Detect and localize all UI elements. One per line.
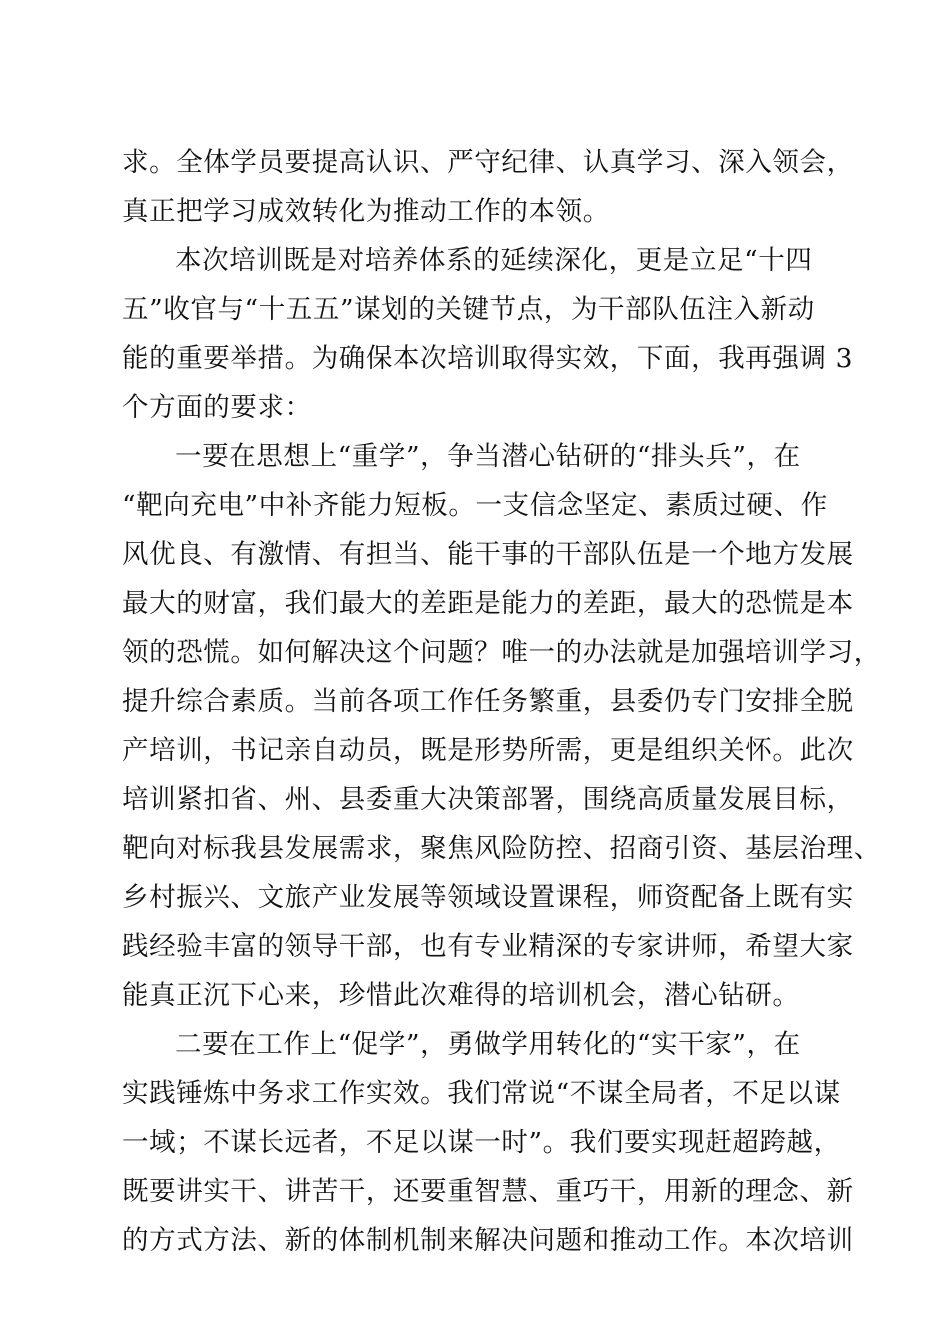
text-line: 培训紧扣省、州、县委重大决策部署，围绕高质量发展目标，	[122, 784, 854, 815]
text-line: 乡村振兴、文旅产业发展等领域设置课程，师资配备上既有实	[122, 882, 854, 913]
text-line: 个方面的要求：	[122, 392, 312, 423]
text-line: 产培训，书记亲自动员，既是形势所需，更是组织关怀。此次	[122, 735, 854, 766]
text-line: 最大的财富，我们最大的差距是能力的差距，最大的恐慌是本	[122, 588, 854, 619]
paragraph-start-line: 本次培训既是对培养体系的延续深化，更是立足“十四	[175, 245, 813, 276]
text-line: 的方式方法、新的体制机制来解决问题和推动工作。本次培训	[122, 1225, 854, 1256]
text-line: 领的恐慌。如何解决这个问题？唯一的办法就是加强培训学习，	[122, 637, 881, 668]
text-line: 五”收官与“十五五”谋划的关键节点，为干部队伍注入新动	[122, 294, 815, 325]
text-line: 能的重要举措。为确保本次培训取得实效，下面，我再强调 3	[122, 343, 854, 374]
text-line: 真正把学习成效转化为推动工作的本领。	[122, 196, 610, 227]
text-line: 能真正沉下心来，珍惜此次难得的培训机会，潜心钻研。	[122, 980, 800, 1011]
paragraph-start-line: 一要在思想上“重学”，争当潜心钻研的“排头兵”，在	[175, 441, 801, 472]
document-body	[122, 138, 881, 1265]
text-line: 提升综合素质。当前各项工作任务繁重，县委仍专门安排全脱	[122, 686, 854, 717]
text-line: 既要讲实干、讲苦干，还要重智慧、重巧干，用新的理念、新	[122, 1176, 854, 1207]
text-line: 践经验丰富的领导干部，也有专业精深的专家讲师，希望大家	[122, 931, 854, 962]
text-line: 靶向对标我县发展需求，聚焦风险防控、招商引资、基层治理、	[122, 833, 881, 864]
text-line: 实践锤炼中务求工作实效。我们常说“不谋全局者，不足以谋	[122, 1078, 841, 1109]
text-line: 求。全体学员要提高认识、严守纪律、认真学习、深入领会，	[122, 147, 854, 178]
text-line: 一域；不谋长远者，不足以谋一时”。我们要实现赶超跨越，	[122, 1127, 841, 1158]
text-line: “靶向充电”中补齐能力短板。一支信念坚定、素质过硬、作	[122, 490, 828, 521]
paragraph-start-line: 二要在工作上“促学”，勇做学用转化的“实干家”，在	[175, 1029, 801, 1060]
text-line: 风优良、有激情、有担当、能干事的干部队伍是一个地方发展	[122, 539, 854, 570]
